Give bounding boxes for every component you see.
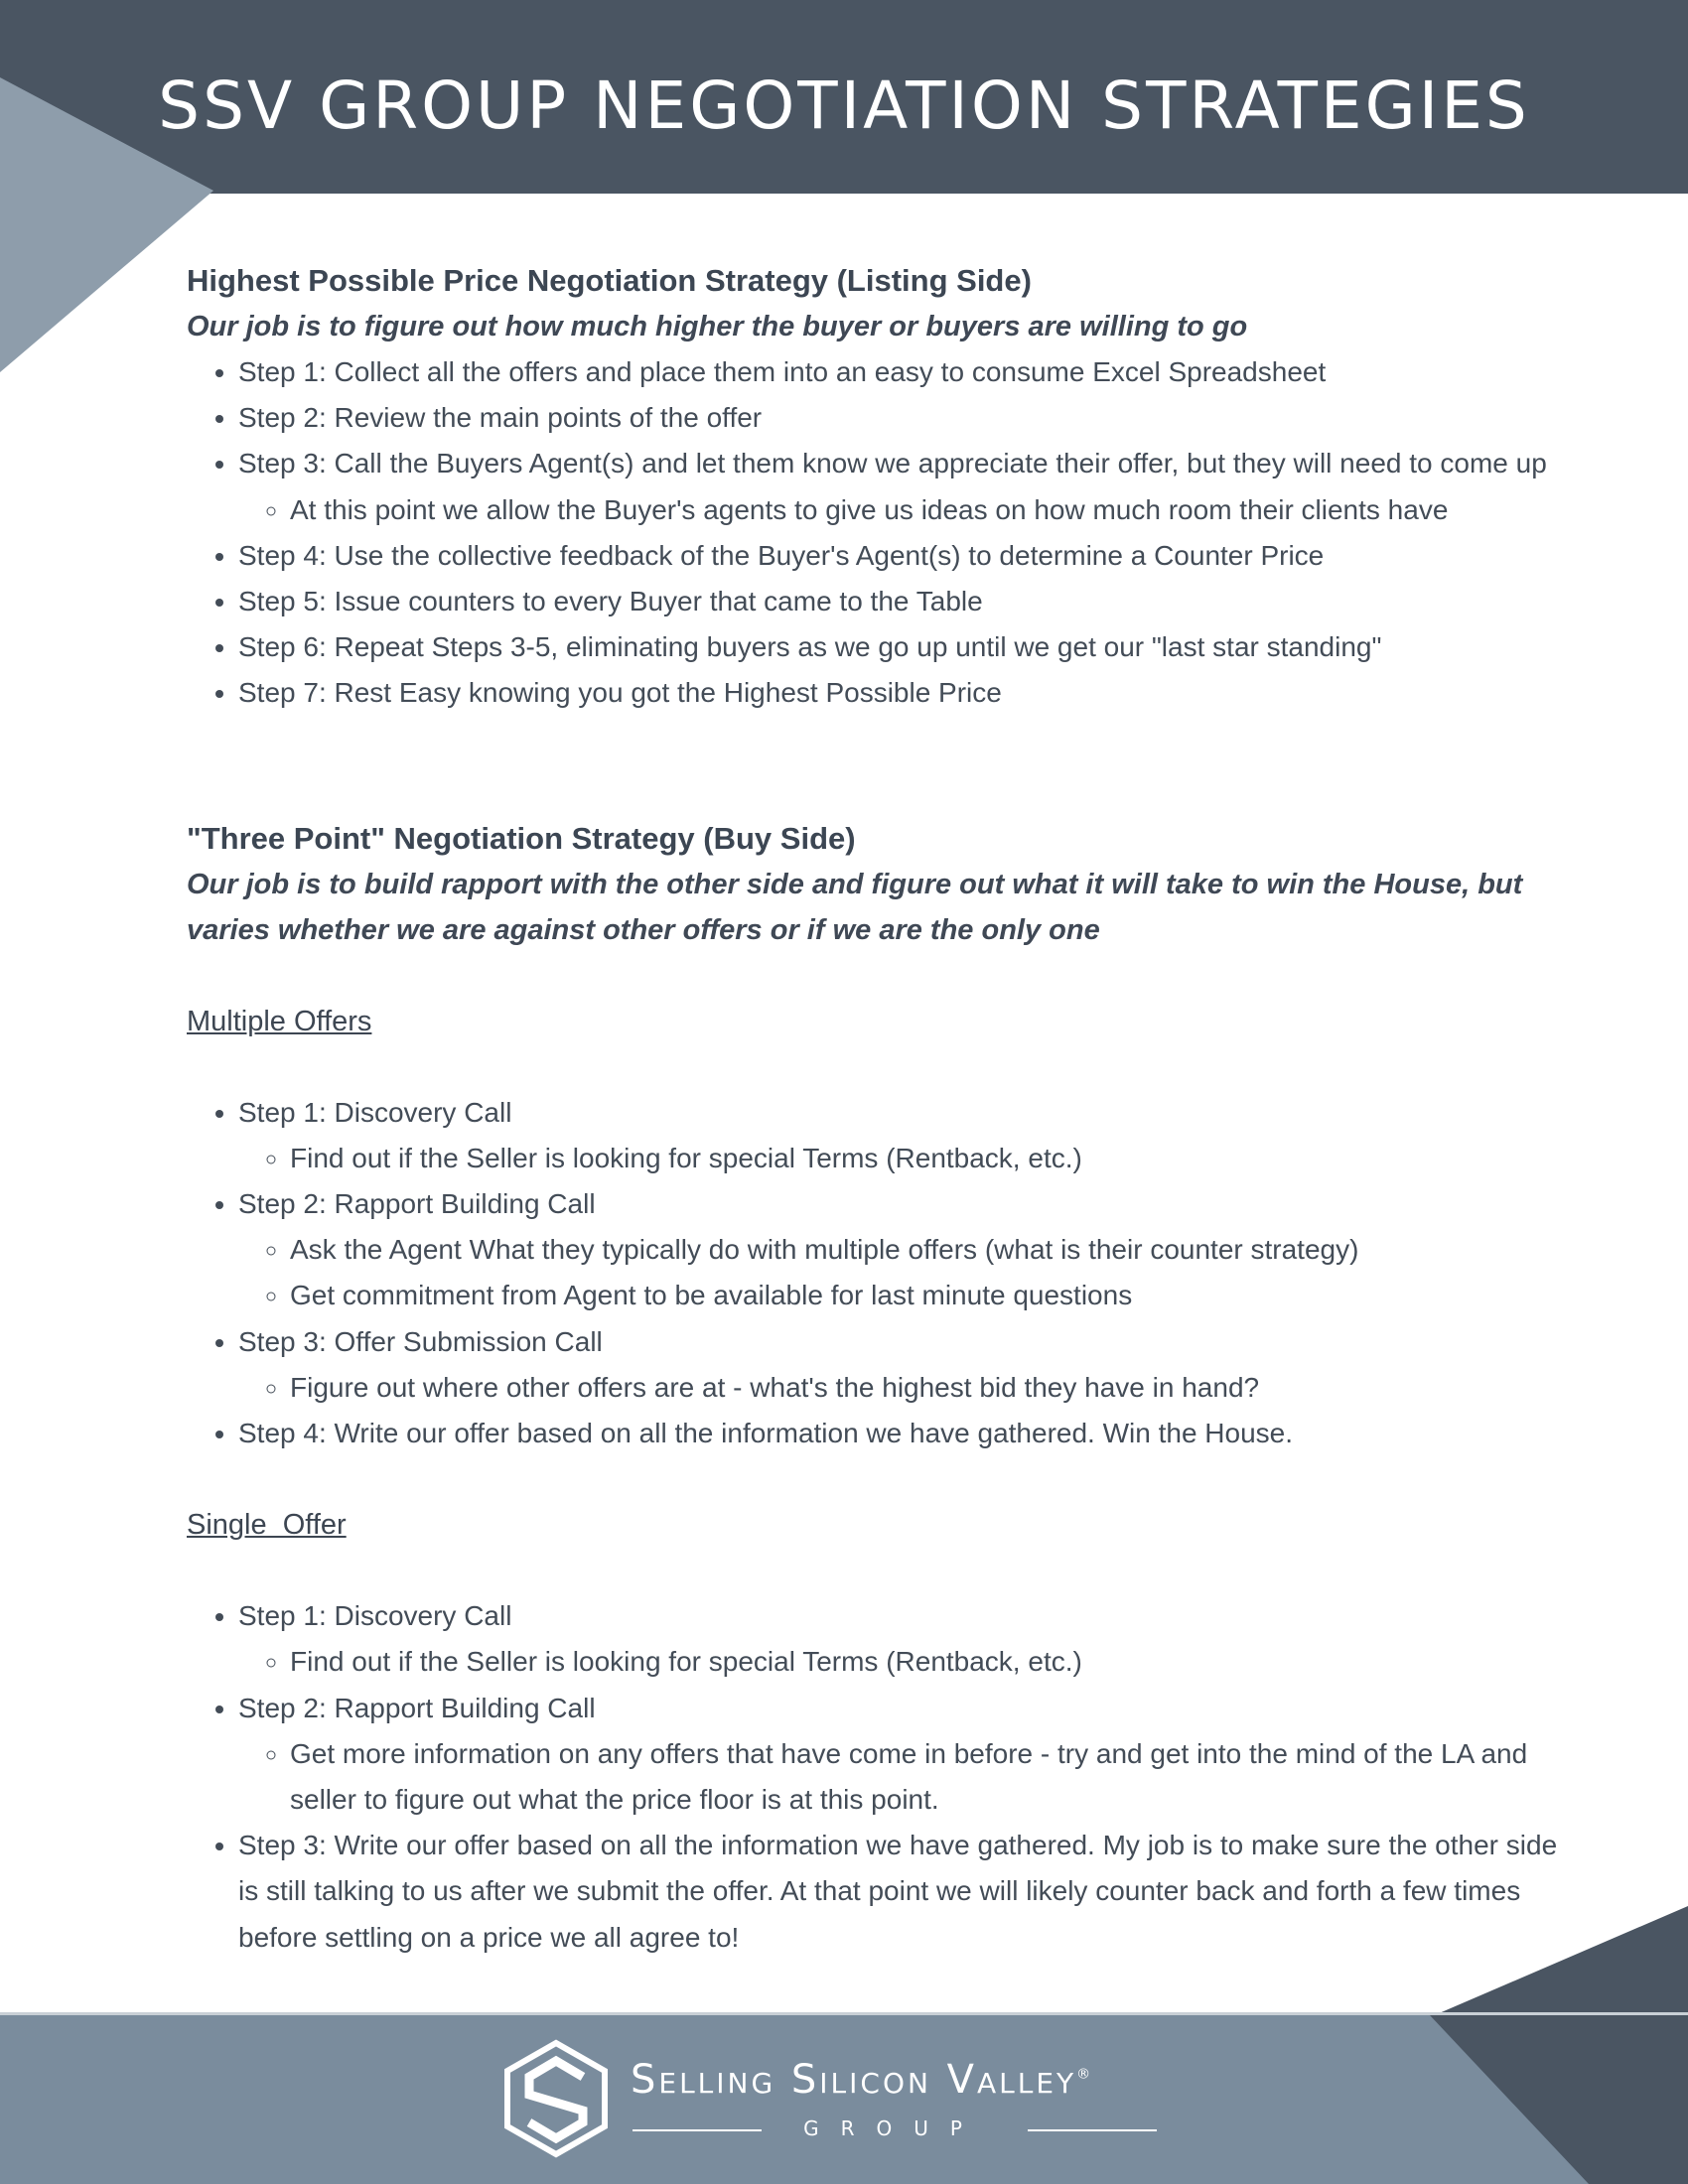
list-item: • Step 6: Repeat Steps 3-5, eliminating buyers as we go up until we get our "last star standing" — [238, 624, 1577, 670]
sub-list — [238, 487, 1577, 533]
ssv-logo-icon — [501, 2039, 611, 2158]
logo-subtitle: GROUP — [803, 2116, 984, 2140]
footer-accent-triangle — [1430, 1906, 1688, 2017]
buy-section-subtitle: Our job is to build rapport with the other side and figure out what it will take to win the House, but varies whether we are against other offers or if we are the only one — [187, 868, 1523, 946]
list-item — [238, 441, 1577, 532]
list-item-text: Step 2: Rapport Building Call — [238, 1692, 596, 1723]
multiple-offers-steps — [187, 1090, 1577, 1457]
registered-mark: ® — [1076, 2066, 1094, 2083]
list-item — [238, 1686, 1577, 1824]
list-item-text: Step 1: Discovery Call — [238, 1096, 512, 1128]
list-item-text: Step 3: Call the Buyers Agent(s) and let them know we appreciate their offer, but they will need to come up — [238, 448, 1547, 479]
sub-list-item: ◦ Find out if the Seller is looking for special Terms (Rentback, etc.) — [290, 1639, 1577, 1685]
sub-list — [238, 1365, 1577, 1411]
listing-section-title: Highest Possible Price Negotiation Strategy (Listing Side) — [187, 263, 1032, 298]
single-offer-steps — [187, 1593, 1577, 1961]
list-item: • Step 4: Use the collective feedback of the Buyer's Agent(s) to determine a Counter Price — [238, 533, 1577, 579]
company-logo — [501, 2037, 1196, 2166]
multiple-offers-heading: Multiple Offers — [187, 1005, 372, 1037]
list-item — [238, 1593, 1577, 1685]
logo-name-text: Selling Silicon Valley — [631, 2057, 1077, 2103]
list-item: • Step 2: Review the main points of the offer — [238, 395, 1577, 441]
list-item — [238, 1319, 1577, 1411]
sub-list — [238, 1639, 1577, 1685]
list-item: • Step 3: Write our offer based on all the information we have gathered. My job is to make sure the other side is still talking to us after we submit the offer. At that point we will likely counter back and forth a few times before settling on a price we all agree to! — [238, 1823, 1577, 1961]
list-item — [238, 1090, 1577, 1181]
single-offer-heading: Single Offer — [187, 1509, 347, 1542]
sub-list-item: ◦ Get commitment from Agent to be available for last minute questions — [290, 1273, 1577, 1318]
list-item: • Step 7: Rest Easy knowing you got the Highest Possible Price — [238, 670, 1577, 716]
sub-list-item: ◦ Find out if the Seller is looking for special Terms (Rentback, etc.) — [290, 1136, 1577, 1181]
list-item-text: Step 1: Discovery Call — [238, 1600, 512, 1632]
listing-steps-list — [187, 349, 1577, 717]
logo-wordmark — [631, 2057, 1093, 2103]
sub-list — [238, 1227, 1577, 1318]
sub-list-item: ◦ Get more information on any offers that have come in before - try and get into the mind of the LA and seller to figure out what the price floor is at this point. — [290, 1731, 1577, 1823]
sub-list-item: ◦ Ask the Agent What they typically do with multiple offers (what is their counter strategy) — [290, 1227, 1577, 1273]
list-item-text: Step 2: Rapport Building Call — [238, 1188, 596, 1220]
document-body — [187, 258, 1577, 1961]
list-item: • Step 5: Issue counters to every Buyer that came to the Table — [238, 579, 1577, 624]
listing-section-subtitle: Our job is to figure out how much higher the buyer or buyers are willing to go — [187, 311, 1248, 342]
list-item — [238, 1181, 1577, 1319]
sub-list-item: ◦ Figure out where other offers are at - what's the highest bid they have in hand? — [290, 1365, 1577, 1411]
list-item: • Step 1: Collect all the offers and place them into an easy to consume Excel Spreadsheet — [238, 349, 1577, 395]
page-title: SSV GROUP NEGOTIATION STRATEGIES — [158, 68, 1530, 144]
buy-section — [187, 816, 1577, 1961]
list-item: • Step 4: Write our offer based on all the information we have gathered. Win the House. — [238, 1411, 1577, 1456]
listing-section — [187, 258, 1577, 717]
list-item-text: Step 3: Offer Submission Call — [238, 1325, 603, 1357]
sub-list — [238, 1731, 1577, 1823]
buy-section-title: "Three Point" Negotiation Strategy (Buy Side) — [187, 820, 856, 856]
sub-list — [238, 1136, 1577, 1181]
sub-list-item: ◦ At this point we allow the Buyer's agents to give us ideas on how much room their clients have — [290, 487, 1577, 533]
